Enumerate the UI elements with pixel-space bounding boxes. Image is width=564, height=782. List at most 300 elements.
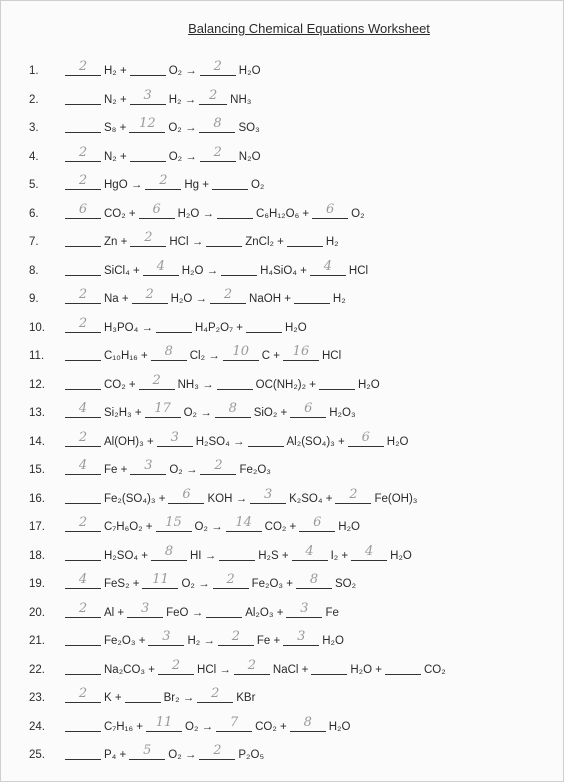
equation-row [1, 144, 561, 171]
equation [65, 714, 353, 737]
formula-term: Fe₂(SO₄)₃ + [104, 492, 166, 505]
equation-row [1, 258, 561, 285]
formula-term: H₄P₂O₇ + [195, 321, 243, 334]
handwritten-coefficient: 8 [309, 572, 319, 587]
equation [65, 175, 267, 195]
handwritten-coefficient: 3 [141, 600, 150, 616]
handwritten-coefficient: 3 [144, 458, 153, 473]
formula-term: C₁₀H₁₆ + [104, 350, 148, 362]
equation-row [1, 201, 561, 228]
equation-row [1, 631, 561, 655]
formula-term: HCl [321, 350, 342, 362]
coefficient-blank[interactable] [143, 258, 179, 276]
coefficient-blank[interactable] [286, 600, 322, 618]
handwritten-coefficient: 6 [78, 201, 88, 217]
handwritten-coefficient: 6 [152, 201, 161, 217]
formula-term: H₂ → [168, 93, 197, 106]
coefficient-blank[interactable] [219, 546, 255, 561]
equation-row [1, 87, 561, 114]
equation-number: 16. [29, 492, 45, 505]
formula-term: I₂ + [330, 549, 349, 562]
coefficient-blank[interactable] [351, 543, 387, 561]
handwritten-coefficient: 2 [78, 315, 88, 331]
coefficient-blank[interactable] [221, 261, 257, 276]
equation [65, 315, 310, 338]
formula-term: Fe [325, 606, 339, 619]
handwritten-coefficient: 14 [235, 515, 252, 530]
handwritten-coefficient: 2 [231, 629, 241, 644]
coefficient-blank[interactable] [146, 714, 182, 732]
coefficient-blank[interactable] [283, 346, 319, 361]
handwritten-coefficient: 2 [213, 743, 222, 758]
formula-term: Fe₂O₃ [239, 464, 271, 476]
coefficient-blank[interactable] [250, 486, 286, 504]
equation-row [1, 517, 561, 541]
coefficient-blank[interactable] [216, 714, 252, 732]
equation [65, 600, 342, 623]
coefficient-blank[interactable] [294, 289, 330, 304]
coefficient-blank[interactable] [130, 460, 166, 475]
equation-number: 13. [29, 407, 45, 419]
equation-number: 14. [29, 435, 45, 448]
coefficient-blank[interactable] [65, 631, 101, 646]
handwritten-coefficient: 16 [292, 344, 310, 359]
coefficient-blank[interactable] [65, 375, 101, 390]
formula-term: CO₂ + [264, 521, 297, 533]
equation-number: 23. [29, 692, 45, 704]
coefficient-blank[interactable] [287, 232, 323, 247]
formula-term: H₃PO₄ → [104, 321, 153, 334]
coefficient-blank[interactable] [142, 574, 178, 589]
equation [65, 232, 342, 252]
handwritten-coefficient: 2 [78, 59, 88, 74]
equation [65, 201, 368, 224]
formula-term: N₂ + [104, 93, 127, 106]
equation-row [1, 574, 561, 598]
formula-term: H₂ [325, 236, 339, 248]
equation-number: 15. [29, 464, 45, 476]
equation [65, 372, 383, 395]
formula-term: Al₂(SO₄)₃ + [286, 435, 345, 448]
handwritten-coefficient: 2 [213, 144, 222, 160]
coefficient-blank[interactable] [65, 346, 101, 361]
coefficient-blank[interactable] [168, 486, 204, 504]
handwritten-coefficient: 8 [164, 543, 174, 559]
equation-row [1, 460, 561, 484]
equation-number: 25. [29, 749, 45, 761]
equation-number: 21. [29, 635, 45, 647]
formula-term: H₂O → [177, 207, 215, 220]
equation-row [1, 745, 561, 769]
handwritten-coefficient: 2 [152, 372, 161, 388]
equation [65, 87, 254, 110]
handwritten-coefficient: 6 [304, 401, 313, 416]
formula-term: KBr [236, 692, 256, 704]
coefficient-blank[interactable] [296, 574, 332, 589]
coefficient-blank[interactable] [348, 429, 384, 447]
equation-number: 20. [29, 606, 45, 619]
coefficient-blank[interactable] [283, 631, 319, 646]
handwritten-coefficient: 6 [313, 515, 322, 530]
formula-term: NaOH + [249, 293, 291, 305]
handwritten-coefficient: 8 [303, 714, 312, 730]
handwritten-coefficient: 10 [232, 344, 249, 359]
equation-row [1, 714, 561, 741]
equation-row [1, 289, 561, 313]
coefficient-blank[interactable] [199, 745, 235, 760]
handwritten-coefficient: 2 [78, 429, 88, 445]
equation [65, 486, 420, 509]
formula-term: CO₂ + [104, 207, 136, 220]
formula-term: NaCl + [272, 663, 309, 676]
coefficient-blank[interactable] [65, 460, 101, 475]
equation [65, 144, 264, 167]
coefficient-blank[interactable] [158, 657, 194, 675]
formula-term: SiO₂ + [253, 407, 288, 419]
handwritten-coefficient: 2 [78, 144, 88, 160]
formula-term: Si₂H₃ + [104, 407, 142, 419]
coefficient-blank[interactable] [65, 546, 101, 561]
formula-term: NH₃ [230, 93, 252, 106]
handwritten-coefficient: 2 [78, 287, 88, 302]
coefficient-blank[interactable] [65, 574, 101, 589]
equation-number: 17. [29, 521, 45, 533]
coefficient-blank[interactable] [200, 144, 236, 162]
coefficient-blank[interactable] [65, 717, 101, 732]
formula-term: O₂ → [168, 65, 197, 77]
handwritten-coefficient: 11 [155, 714, 173, 730]
equation-number: 9. [29, 293, 39, 305]
coefficient-blank[interactable] [65, 688, 101, 703]
equation-row [1, 315, 561, 342]
formula-term: CO₂ + [104, 378, 136, 391]
formula-term: Br₂ → [163, 692, 195, 704]
coefficient-blank[interactable] [132, 289, 168, 304]
handwritten-coefficient: 3 [162, 629, 171, 644]
coefficient-blank[interactable] [65, 403, 101, 418]
equation-row [1, 175, 561, 199]
coefficient-blank[interactable] [65, 660, 101, 675]
handwritten-coefficient: 6 [326, 201, 335, 217]
coefficient-blank[interactable] [139, 201, 175, 219]
formula-term: OC(NH₂)₂ + [255, 378, 316, 391]
formula-term: H₂O [357, 378, 380, 391]
formula-term: Fe(OH)₃ [374, 492, 418, 505]
equation-row [1, 429, 561, 456]
equation-number: 22. [29, 663, 45, 676]
coefficient-blank[interactable] [125, 688, 161, 703]
coefficient-blank[interactable] [248, 432, 284, 447]
formula-term: Fe₂O₃ + [104, 635, 146, 647]
coefficient-blank[interactable] [151, 346, 187, 361]
handwritten-coefficient: 8 [213, 116, 222, 131]
coefficient-blank[interactable] [65, 261, 101, 276]
formula-term: K + [104, 692, 122, 704]
handwritten-coefficient: 6 [182, 486, 191, 502]
formula-term: C₇H₁₆ + [104, 720, 143, 733]
coefficient-blank[interactable] [156, 517, 192, 532]
equation-number: 1. [29, 65, 39, 77]
coefficient-blank[interactable] [65, 745, 101, 760]
equation [65, 403, 359, 423]
equation-row [1, 232, 561, 256]
formula-term: FeO → [166, 606, 204, 619]
coefficient-blank[interactable] [213, 574, 249, 589]
coefficient-blank[interactable] [65, 144, 101, 162]
coefficient-blank[interactable] [200, 61, 236, 76]
formula-term: Cl₂ → [189, 350, 220, 362]
formula-term: Al + [104, 606, 125, 619]
formula-term: N₂O [238, 150, 261, 163]
coefficient-blank[interactable] [65, 289, 101, 304]
coefficient-blank[interactable] [65, 232, 101, 247]
coefficient-blank[interactable] [151, 543, 187, 561]
equation-number: 19. [29, 578, 45, 590]
formula-term: H₂O [238, 65, 261, 77]
coefficient-blank[interactable] [226, 517, 262, 532]
handwritten-coefficient: 2 [214, 458, 223, 473]
formula-term: S₈ + [104, 122, 127, 134]
formula-term: NH₃ → [177, 378, 214, 391]
equation-number: 7. [29, 236, 39, 248]
formula-term: KOH → [207, 492, 248, 505]
coefficient-blank[interactable] [157, 429, 193, 447]
coefficient-blank[interactable] [223, 346, 259, 361]
handwritten-coefficient: 2 [145, 287, 154, 302]
coefficient-blank[interactable] [217, 375, 253, 390]
equation-number: 11. [29, 350, 45, 362]
equation-row [1, 600, 561, 627]
formula-term: H₂ + [104, 65, 127, 77]
equation [65, 657, 449, 680]
equation [65, 688, 258, 708]
formula-term: Zn + [104, 236, 128, 248]
formula-term: O₂ → [168, 150, 197, 163]
coefficient-blank[interactable] [139, 372, 175, 390]
equation [65, 289, 349, 309]
formula-term: H₂S + [258, 549, 289, 562]
formula-term: C + [261, 350, 280, 362]
coefficient-blank[interactable] [199, 87, 227, 105]
handwritten-coefficient: 2 [223, 287, 233, 302]
equation-number: 6. [29, 207, 39, 220]
coefficient-blank[interactable] [65, 489, 101, 504]
handwritten-coefficient: 4 [323, 258, 333, 274]
formula-term: H₂O [284, 321, 307, 334]
coefficient-blank[interactable] [65, 61, 101, 76]
coefficient-blank[interactable] [319, 375, 355, 390]
coefficient-blank[interactable] [246, 318, 282, 333]
coefficient-blank[interactable] [145, 403, 181, 418]
coefficient-blank[interactable] [65, 315, 101, 333]
equation [65, 517, 363, 537]
formula-term: N₂ + [104, 150, 127, 163]
formula-term: H₂SO₄ + [104, 549, 148, 562]
formula-term: Hg + [184, 179, 209, 191]
coefficient-blank[interactable] [130, 147, 166, 162]
formula-term: O₂ → [169, 464, 198, 476]
equation-row [1, 61, 561, 85]
formula-term: SO₂ [335, 578, 357, 590]
formula-term: H₂O + [350, 663, 382, 676]
equation-number: 10. [29, 321, 45, 334]
formula-term: H₂O [386, 435, 409, 448]
equation [65, 118, 263, 138]
formula-term: C₆H₁₂O₆ + [256, 207, 310, 220]
coefficient-blank[interactable] [65, 600, 101, 618]
coefficient-blank[interactable] [129, 118, 165, 133]
handwritten-coefficient: 3 [143, 87, 152, 103]
equation [65, 346, 344, 366]
handwritten-coefficient: 4 [305, 543, 314, 559]
equation-row [1, 657, 561, 684]
formula-term: H₄SiO₄ + [260, 264, 307, 277]
handwritten-coefficient: 17 [154, 401, 171, 416]
equation-row [1, 346, 561, 370]
handwritten-coefficient: 12 [139, 116, 156, 131]
coefficient-blank[interactable] [215, 403, 251, 418]
equation-number: 24. [29, 720, 45, 733]
handwritten-coefficient: 3 [170, 429, 179, 445]
equation-number: 3. [29, 122, 39, 134]
formula-term: Na + [104, 293, 129, 305]
handwritten-coefficient: 3 [300, 600, 309, 616]
coefficient-blank[interactable] [145, 175, 181, 190]
formula-term: FeS₂ + [104, 578, 140, 590]
coefficient-blank[interactable] [197, 688, 233, 703]
handwritten-coefficient: 5 [143, 743, 152, 758]
equation-row [1, 403, 561, 427]
equation-number: 5. [29, 179, 39, 191]
formula-term: O₂ → [181, 578, 210, 590]
coefficient-blank[interactable] [335, 486, 371, 504]
coefficient-blank[interactable] [218, 631, 254, 646]
coefficient-blank[interactable] [210, 289, 246, 304]
handwritten-coefficient: 15 [165, 515, 182, 530]
formula-term: O₂ → [194, 521, 223, 533]
formula-term: H₂O → [170, 293, 208, 305]
handwritten-coefficient: 2 [78, 600, 88, 616]
formula-term: HCl → [197, 663, 231, 676]
handwritten-coefficient: 4 [78, 401, 88, 416]
coefficient-blank[interactable] [156, 318, 192, 333]
formula-term: SiCl₄ + [104, 264, 140, 277]
equation-row [1, 543, 561, 570]
formula-term: O₂ → [185, 720, 214, 733]
formula-term: H₂SO₄ → [195, 435, 245, 448]
coefficient-blank[interactable] [130, 232, 166, 247]
equation [65, 61, 264, 81]
handwritten-coefficient: 3 [297, 629, 306, 644]
handwritten-coefficient: 2 [213, 59, 222, 74]
handwritten-coefficient: 2 [209, 87, 218, 103]
formula-term: CO₂ + [255, 720, 287, 733]
equation [65, 543, 415, 566]
handwritten-coefficient: 11 [152, 572, 169, 587]
formula-term: Fe₂O₃ + [251, 578, 294, 590]
coefficient-blank[interactable] [290, 714, 326, 732]
formula-term: H₂O₃ [329, 407, 356, 419]
handwritten-coefficient: 7 [229, 714, 239, 730]
coefficient-blank[interactable] [234, 657, 270, 675]
formula-term: H₂O [390, 549, 412, 562]
coefficient-blank[interactable] [65, 517, 101, 532]
coefficient-blank[interactable] [129, 745, 165, 760]
coefficient-blank[interactable] [212, 175, 248, 190]
equation-number: 18. [29, 549, 45, 562]
formula-term: HgO → [104, 179, 143, 191]
coefficient-blank[interactable] [65, 118, 101, 133]
coefficient-blank[interactable] [310, 258, 346, 276]
formula-term: H₂O → [181, 264, 219, 277]
handwritten-coefficient: 2 [78, 686, 88, 701]
coefficient-blank[interactable] [206, 232, 242, 247]
formula-term: HCl [348, 264, 369, 277]
formula-term: O₂ [351, 207, 365, 220]
handwritten-coefficient: 4 [156, 258, 165, 274]
handwritten-coefficient: 2 [159, 173, 168, 188]
coefficient-blank[interactable] [217, 204, 253, 219]
coefficient-blank[interactable] [65, 429, 101, 447]
equation-row [1, 372, 561, 399]
coefficient-blank[interactable] [292, 543, 328, 561]
formula-term: H₂ → [187, 635, 215, 647]
coefficient-blank[interactable] [290, 403, 326, 418]
formula-term: O₂ → [168, 749, 197, 761]
coefficient-blank[interactable] [199, 118, 235, 133]
coefficient-blank[interactable] [299, 517, 335, 532]
equation-row [1, 486, 561, 513]
coefficient-blank[interactable] [311, 660, 347, 675]
formula-term: Al(OH)₃ + [104, 435, 154, 448]
coefficient-blank[interactable] [148, 631, 184, 646]
handwritten-coefficient: 6 [361, 429, 370, 445]
formula-term: HI → [190, 549, 217, 562]
coefficient-blank[interactable] [385, 660, 421, 675]
coefficient-blank[interactable] [206, 603, 242, 618]
formula-term: H₂ [332, 293, 346, 305]
handwritten-coefficient: 2 [78, 173, 88, 188]
handwritten-coefficient: 4 [78, 572, 88, 587]
coefficient-blank[interactable] [65, 201, 101, 219]
coefficient-blank[interactable] [130, 87, 166, 105]
equation-number: 12. [29, 378, 45, 391]
handwritten-coefficient: 2 [226, 572, 235, 587]
formula-term: P₄ + [104, 749, 127, 761]
equation-number: 8. [29, 264, 39, 277]
formula-term: ZnCl₂ + [245, 236, 284, 248]
coefficient-blank[interactable] [312, 201, 348, 219]
coefficient-blank[interactable] [127, 600, 163, 618]
handwritten-coefficient: 2 [247, 657, 257, 673]
equation [65, 460, 274, 480]
coefficient-blank[interactable] [200, 460, 236, 475]
coefficient-blank[interactable] [65, 90, 101, 105]
handwritten-coefficient: 4 [78, 458, 88, 473]
formula-term: Na₂CO₃ + [104, 663, 156, 676]
handwritten-coefficient: 2 [78, 515, 88, 530]
handwritten-coefficient: 2 [211, 686, 220, 701]
coefficient-blank[interactable] [130, 61, 166, 76]
formula-term: HCl → [169, 236, 204, 248]
handwritten-coefficient: 4 [365, 543, 374, 559]
handwritten-coefficient: 2 [171, 657, 181, 673]
coefficient-blank[interactable] [65, 175, 101, 190]
equation-number: 2. [29, 93, 39, 106]
formula-term: P₂O₅ [238, 749, 265, 761]
formula-term: Fe + [256, 635, 281, 647]
formula-term: O₂ → [168, 122, 197, 134]
